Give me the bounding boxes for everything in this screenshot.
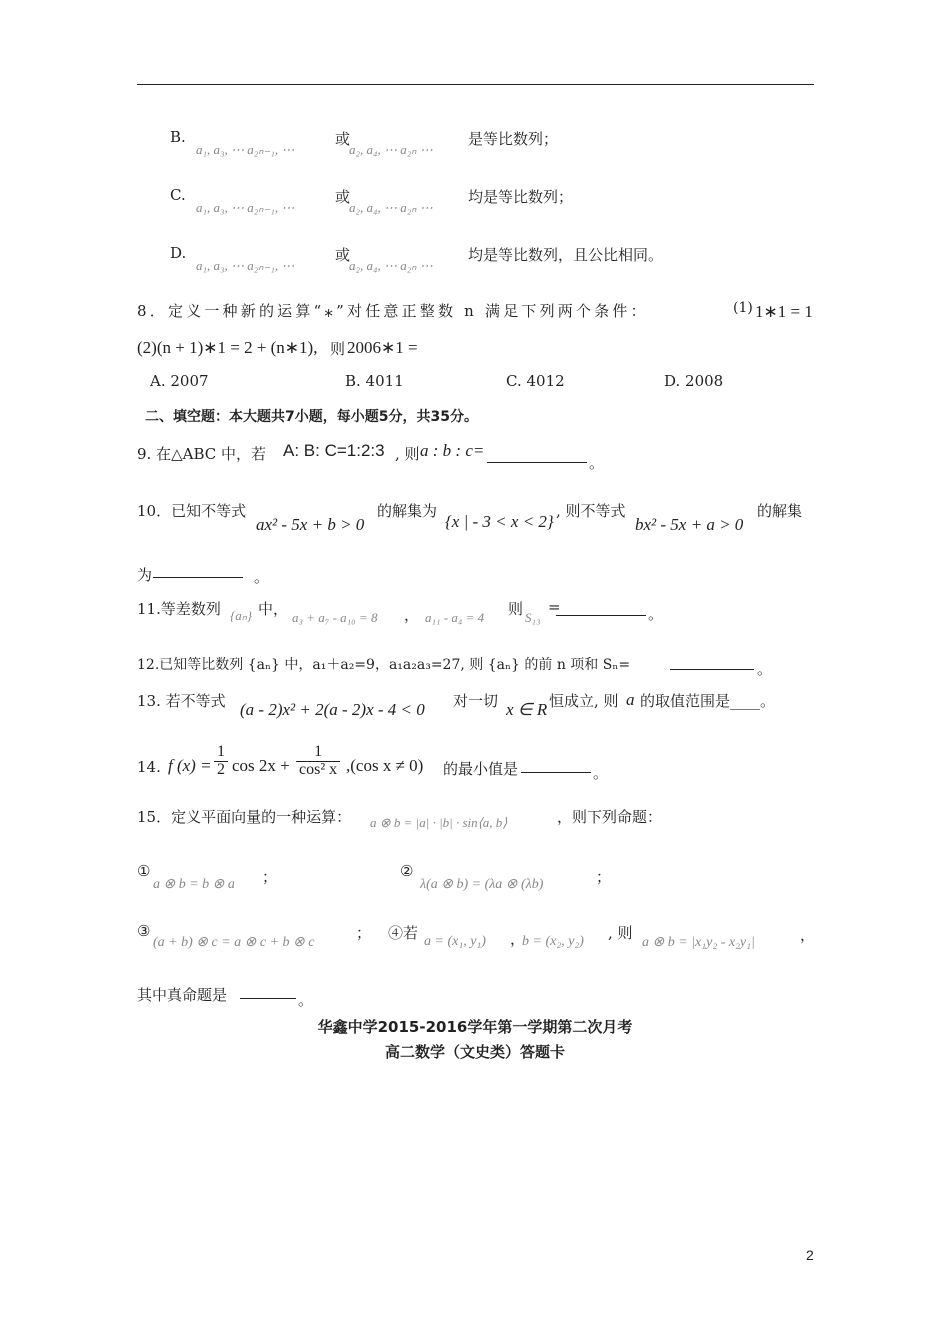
q15-p4-mark: ④若 (388, 924, 419, 942)
q11-pre: 11.等差数列 (137, 600, 221, 618)
q10-pre: 10．已知不等式 (137, 502, 247, 520)
q15-conclusion-end: 。 (298, 991, 314, 1009)
q10-mid1: 的解集为 (377, 502, 438, 520)
q7-option-c (170, 186, 186, 204)
q7-c-seq2: a₂, a₄, ⋯ a₂ₙ ⋯ (349, 200, 433, 215)
q15-p4-end: ， (800, 926, 816, 944)
q8-option-d: D. 2008 (664, 372, 724, 390)
q7-b-or: 或 (335, 130, 351, 148)
q14-frac2: $\frac{1}{\text{cos² x}}$ (296, 744, 340, 779)
page-number: 2 (806, 1247, 814, 1263)
q12-answer-blank[interactable] (670, 655, 754, 670)
q7-c-tail: 均是等比数列； (468, 188, 574, 206)
q11-seq: {aₙ} (230, 608, 253, 623)
q15-p2: λ(a ⊗ b) = (λa ⊗ (λb) (420, 877, 544, 892)
q7-d-or: 或 (335, 246, 351, 264)
q9-answer-blank[interactable] (487, 448, 587, 463)
q13-tail: 的取值范围是____。 (640, 692, 776, 710)
q8-option-c: C. 4012 (506, 372, 565, 390)
q7-d-seq1: a₁, a₃, ⋯ a₂ₙ₋₁, ⋯ (196, 258, 295, 273)
q9-pre: 9. 在△ABC 中，若 (137, 445, 266, 463)
q7-d-seq2: a₂, a₄, ⋯ a₂ₙ ⋯ (349, 258, 433, 273)
q7-b-seq2: a₂, a₄, ⋯ a₂ₙ ⋯ (349, 142, 433, 157)
q8-cond2: (2)(n + 1)∗1 = 2 + (n∗1), (137, 338, 318, 357)
q7-option-b (170, 128, 186, 146)
q11-comma: ， (404, 606, 420, 624)
q15-p4-comma: ， (510, 930, 526, 948)
q9-expr: a : b : c= (420, 441, 485, 460)
q10-ineq1: ax² - 5x + b > 0 (256, 515, 365, 534)
q15-p4b: b = (x₂, y₂) (522, 934, 584, 949)
q13-cond: x ∈ R (506, 700, 548, 719)
q14-end: 。 (593, 764, 609, 782)
q11-ask: 则 (508, 600, 524, 618)
q8-cond1: 1∗1 = 1 (755, 302, 813, 321)
q10-mid2: , 则不等式 (556, 502, 626, 520)
q15-definition: a ⊗ b = |a| · |b| · sin⟨a, b⟩ (370, 815, 508, 830)
q13-var: a (626, 690, 635, 709)
q10-set: {x | - 3 < x < 2} (445, 512, 554, 531)
q13-ineq: (a - 2)x² + 2(a - 2)x - 4 < 0 (240, 700, 425, 719)
q7-d-tail: 均是等比数列，且公比相同。 (468, 246, 664, 264)
q9-end: 。 (589, 454, 605, 472)
q10-end: 。 (254, 568, 270, 586)
q15-answer-blank[interactable] (240, 984, 296, 999)
q7-b-tail: 是等比数列； (468, 130, 559, 148)
q14-tail: 的最小值是 (443, 760, 519, 778)
header-rule (137, 84, 814, 85)
answer-sheet-title: 华鑫中学2015-2016学年第一学期第二次月考 (317, 1018, 633, 1036)
q9-mid: , 则 (395, 445, 420, 463)
q8-ask: 则 (330, 340, 346, 358)
q8-cond1-num: (1) (733, 300, 753, 316)
q15-p2-end: ； (596, 868, 612, 886)
q7-c-seq1: a₁, a₃, ⋯ a₂ₙ₋₁, ⋯ (196, 200, 295, 215)
star-operator: ⁎ (324, 301, 337, 320)
q7-c-or: 或 (335, 188, 351, 206)
q15-p1-end: ； (262, 868, 278, 886)
q15-stem: 15．定义平面向量的一种运算： (137, 808, 352, 826)
q15-conclusion: 其中真命题是 (137, 986, 228, 1004)
q14-fx: f (x) = (168, 756, 212, 775)
q14-answer-blank[interactable] (521, 758, 591, 773)
option-label: D. (170, 244, 187, 262)
q14-cond: ,(cos x ≠ 0) (346, 756, 424, 775)
q8-expr: 2006∗1 = (347, 338, 418, 357)
q7-option-d (170, 244, 186, 262)
q11-mid: 中， (258, 600, 289, 618)
q11-target: S₁₃ (525, 610, 541, 625)
q15-p4c: a ⊗ b = |x₁y₂ - x₂y₁| (642, 935, 755, 950)
q11-end: 。 (648, 605, 664, 623)
q11-answer-blank[interactable] (556, 601, 646, 616)
q15-p2-mark: ② (400, 862, 414, 880)
q14-pre: 14. (137, 758, 161, 776)
q15-p1: a ⊗ b = b ⊗ a (153, 877, 235, 892)
q15-p4a: a = (x₁, y₁) (424, 934, 486, 949)
q11-cond1: a₃ + a₇ - a₁₀ = 8 (292, 610, 378, 625)
option-label: C. (170, 186, 186, 204)
q13-mid2: 恒成立, 则 (549, 692, 619, 710)
q13-mid: 对一切 (453, 692, 499, 710)
q15-p4-ask: , 则 (608, 924, 633, 942)
q15-p3-end: ； (356, 924, 372, 942)
q12-text: 12.已知等比数列 {aₙ} 中，a₁＋a₂=9，a₁a₂a₃=27, 则 {aₙ} 的前 n 项和 Sₙ= (137, 657, 631, 673)
q10-answer-blank[interactable] (153, 563, 243, 578)
q10-tail: 的解集 (757, 502, 803, 520)
q15-tail: ，则下列命题： (557, 808, 663, 826)
q13-pre: 13. 若不等式 (137, 692, 226, 710)
q15-p3: (a + b) ⊗ c = a ⊗ c + b ⊗ c (153, 935, 315, 950)
q10-ineq2: bx² - 5x + a > 0 (635, 515, 744, 534)
q8-stem: 8．定义一种新的运算“⁎”对任意正整数 n 满足下列两个条件： (137, 301, 649, 320)
answer-sheet-subtitle: 高二数学（文史类）答题卡 (384, 1043, 565, 1061)
q11-cond2: a₁₁ - a₄ = 4 (425, 610, 485, 625)
q11-eq: = (548, 598, 561, 616)
option-label: B. (170, 128, 186, 146)
q15-p3-mark: ③ (137, 922, 151, 940)
q14-cos: cos 2x + (232, 756, 290, 775)
q12-end: 。 (757, 660, 773, 678)
q7-b-seq1: a₁, a₃, ⋯ a₂ₙ₋₁, ⋯ (196, 142, 295, 157)
q15-p1-mark: ① (137, 862, 151, 880)
q8-option-b: B. 4011 (345, 372, 404, 390)
section-heading: 二、填空题：本大题共7小题，每小题5分，共35分。 (145, 409, 478, 425)
q10-line2-pre: 为 (137, 566, 153, 584)
q9-cond: A: B: C=1:2:3 (283, 441, 385, 460)
q8-option-a: A. 2007 (150, 372, 209, 390)
q14-frac1: $\frac{1}{2}$ (214, 744, 228, 779)
